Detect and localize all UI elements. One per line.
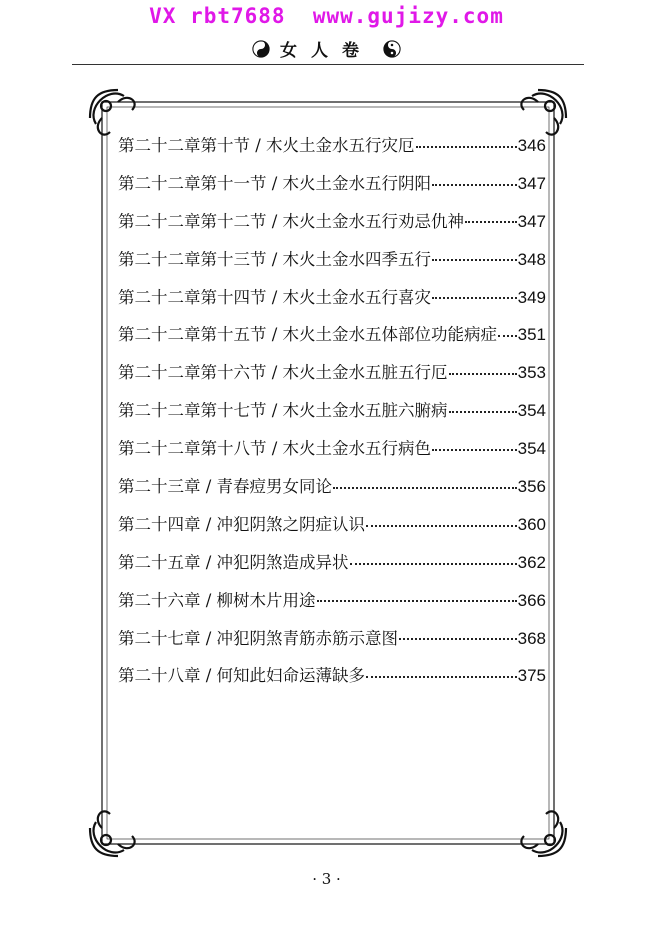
toc-entry-title: 第二十八章 / 何知此妇命运薄缺多: [118, 666, 366, 686]
toc-entry-title: 第二十二章第十一节 / 木火土金水五行阴阳: [118, 173, 432, 193]
toc-entry-page: 375: [517, 666, 546, 686]
toc-entry-page: 360: [517, 514, 546, 534]
toc-entry-page: 366: [517, 590, 546, 610]
corner-ornament-top-left: [90, 90, 135, 135]
toc-entry[interactable]: [118, 208, 546, 246]
toc-entry-title: 第二十二章第十七节 / 木火土金水五脏六腑病: [118, 401, 448, 421]
toc-entry-page: 353: [517, 363, 546, 383]
corner-ornament-top-right: [521, 90, 566, 135]
toc-entry[interactable]: [118, 359, 546, 397]
corner-ornament-bottom-left: [90, 811, 135, 856]
toc-entry-title: 第二十二章第十节 / 木火土金水五行灾厄: [118, 136, 415, 155]
toc-entry-title: 第二十二章第十八节 / 木火土金水五行病色: [118, 439, 432, 459]
toc-entry[interactable]: [118, 587, 546, 625]
dot-leader: [432, 248, 517, 262]
dot-leader: [449, 362, 517, 376]
toc-entry-page: 347: [517, 211, 546, 231]
toc-entry[interactable]: [118, 625, 546, 663]
toc-entry-page: 354: [517, 439, 546, 459]
taiji-left-icon: [252, 40, 270, 58]
toc-entry[interactable]: [118, 435, 546, 473]
dot-leader: [416, 134, 517, 148]
dot-leader: [333, 475, 517, 489]
toc-entry[interactable]: [118, 662, 546, 700]
dot-leader: [317, 589, 517, 603]
toc-entry[interactable]: [118, 397, 546, 435]
toc-entry-page: 351: [517, 325, 546, 345]
toc-entry[interactable]: [118, 473, 546, 511]
toc-entry[interactable]: [118, 511, 546, 549]
dot-leader: [350, 551, 517, 565]
toc-entry[interactable]: [118, 132, 546, 170]
toc-entry-title: 第二十二章第十五节 / 木火土金水五体部位功能病症: [118, 325, 498, 345]
dot-leader: [399, 627, 517, 641]
corner-ornament-bottom-right: [521, 811, 566, 856]
toc-entry-title: 第二十六章 / 柳树木片用途: [118, 590, 316, 610]
toc-entry-title: 第二十七章 / 冲犯阴煞青筋赤筋示意图: [118, 628, 399, 648]
page-number: · 3 ·: [312, 870, 341, 888]
dot-leader: [366, 513, 517, 527]
table-of-contents: [118, 132, 546, 700]
toc-entry-title: 第二十五章 / 冲犯阴煞造成异状: [118, 552, 349, 572]
toc-entry[interactable]: [118, 170, 546, 208]
taiji-right-icon: [383, 40, 401, 58]
toc-entry-title: 第二十二章第十三节 / 木火土金水四季五行: [118, 249, 432, 269]
toc-entry[interactable]: [118, 246, 546, 284]
dot-leader: [449, 399, 517, 413]
toc-entry-title: 第二十二章第十二节 / 木火土金水五行劝忌仇神: [118, 211, 465, 231]
toc-entry-page: 356: [517, 477, 546, 497]
dot-leader: [432, 172, 517, 186]
toc-entry-page: 349: [517, 287, 546, 307]
toc-entry[interactable]: [118, 549, 546, 587]
toc-entry-title: 第二十三章 / 青春痘男女同论: [118, 477, 333, 497]
toc-entry-page: 362: [517, 552, 546, 572]
header-rule: [72, 64, 584, 65]
toc-entry-title: 第二十二章第十四节 / 木火土金水五行喜灾: [118, 287, 432, 307]
toc-entry-page: 347: [517, 173, 546, 193]
dot-leader: [366, 665, 517, 679]
toc-entry-page: 348: [517, 249, 546, 269]
toc-entry-title: 第二十四章 / 冲犯阴煞之阴症认识: [118, 514, 366, 534]
toc-entry[interactable]: [118, 284, 546, 322]
dot-leader: [465, 210, 517, 224]
running-head-title: 女人卷: [280, 41, 373, 61]
dot-leader: [432, 286, 517, 300]
dot-leader: [432, 437, 517, 451]
toc-entry-page: 368: [517, 628, 546, 648]
dot-leader: [498, 324, 517, 338]
running-head: [0, 36, 653, 61]
toc-entry[interactable]: [118, 321, 546, 359]
watermark-text: VX rbt7688 www.gujizy.com: [149, 4, 504, 28]
toc-entry-title: 第二十二章第十六节 / 木火土金水五脏五行厄: [118, 363, 448, 383]
toc-entry-page: 354: [517, 401, 546, 421]
toc-entry-page: 346: [517, 136, 546, 155]
